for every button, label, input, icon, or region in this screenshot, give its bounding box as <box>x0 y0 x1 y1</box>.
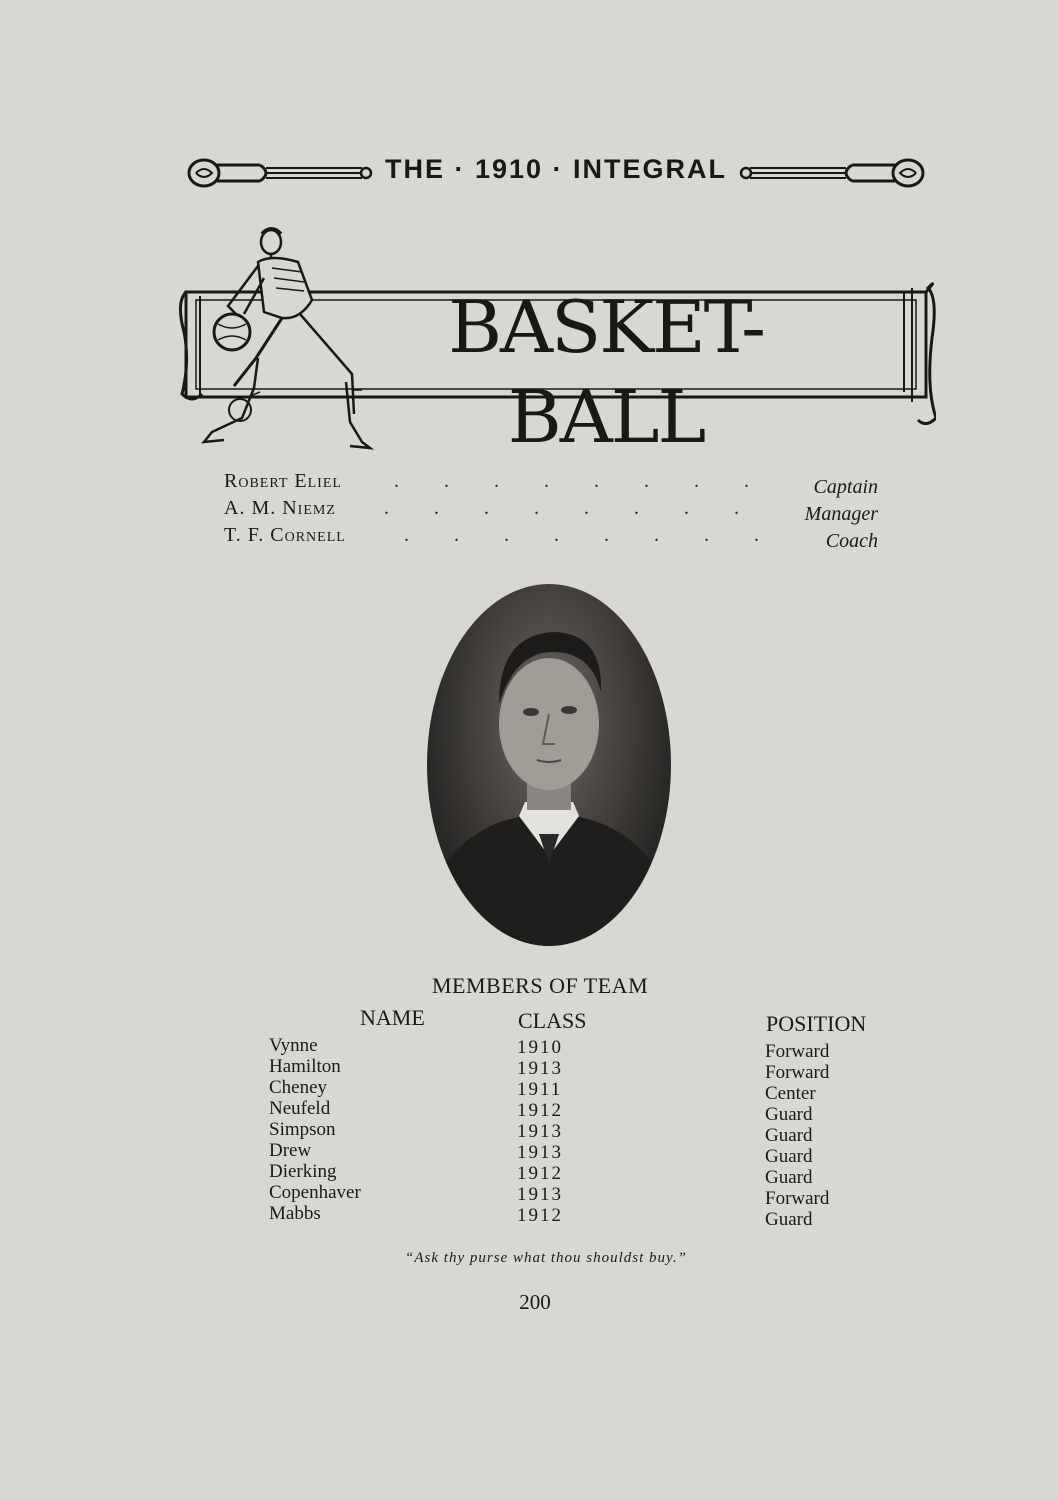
scroll-ornament-left-icon <box>186 156 374 190</box>
dot-leader: ........ <box>384 497 784 519</box>
member-class: 1913 <box>517 1058 563 1079</box>
member-name: Dierking <box>269 1161 337 1182</box>
member-class: 1912 <box>517 1100 563 1121</box>
member-names-column <box>269 1035 361 1224</box>
basketball-banner <box>176 222 936 462</box>
officer-name: Robert Eliel <box>224 470 342 492</box>
member-class: 1912 <box>517 1205 563 1226</box>
member-name: Vynne <box>269 1035 318 1056</box>
basketball-player-icon <box>204 229 370 448</box>
captain-portrait-photo <box>427 584 671 946</box>
officer-row-manager <box>224 497 884 524</box>
member-class: 1911 <box>517 1079 563 1100</box>
member-positions-column <box>765 1041 829 1230</box>
member-name: Mabbs <box>269 1203 321 1224</box>
member-name: Simpson <box>269 1119 336 1140</box>
member-position: Guard <box>765 1125 813 1146</box>
member-name: Copenhaver <box>269 1182 361 1203</box>
member-name: Cheney <box>269 1077 328 1098</box>
running-title: THE · 1910 · INTEGRAL <box>384 154 728 184</box>
officer-role: Captain <box>813 476 878 498</box>
member-position: Guard <box>765 1104 813 1125</box>
officer-name: T. F. Cornell <box>224 524 346 546</box>
officer-list <box>224 470 884 551</box>
officer-row-coach <box>224 524 884 551</box>
officer-role: Manager <box>804 503 878 525</box>
member-class: 1913 <box>517 1121 563 1142</box>
column-header-name: NAME <box>360 1005 425 1030</box>
member-name: Neufeld <box>269 1098 331 1119</box>
member-position: Forward <box>765 1041 830 1062</box>
member-name: Hamilton <box>269 1056 341 1077</box>
member-class: 1913 <box>517 1184 563 1205</box>
member-class: 1912 <box>517 1163 563 1184</box>
running-head <box>186 150 926 194</box>
member-class: 1910 <box>517 1037 563 1058</box>
member-position: Guard <box>765 1209 813 1230</box>
officer-name: A. M. Niemz <box>224 497 336 519</box>
page-number: 200 <box>519 1290 551 1314</box>
column-header-position: POSITION <box>766 1011 867 1036</box>
dot-leader: ........ <box>394 470 794 492</box>
column-header-class: CLASS <box>518 1008 587 1033</box>
member-position: Guard <box>765 1146 813 1167</box>
member-class: 1913 <box>517 1142 563 1163</box>
scroll-ornament-right-icon <box>738 156 926 190</box>
member-position: Forward <box>765 1062 830 1083</box>
portrait-figure-icon <box>427 584 671 946</box>
member-position: Guard <box>765 1167 813 1188</box>
member-position: Center <box>765 1083 816 1104</box>
officer-row-captain <box>224 470 884 497</box>
member-position: Forward <box>765 1188 830 1209</box>
banner-title: BASKET-BALL <box>448 285 764 459</box>
dot-leader: ........ <box>404 524 804 546</box>
member-name: Drew <box>269 1140 312 1161</box>
member-classes-column <box>517 1037 563 1226</box>
footer-quote: “Ask thy purse what thou shouldst buy.” <box>405 1250 687 1266</box>
officer-role: Coach <box>825 530 878 552</box>
members-heading: MEMBERS OF TEAM <box>432 973 649 998</box>
